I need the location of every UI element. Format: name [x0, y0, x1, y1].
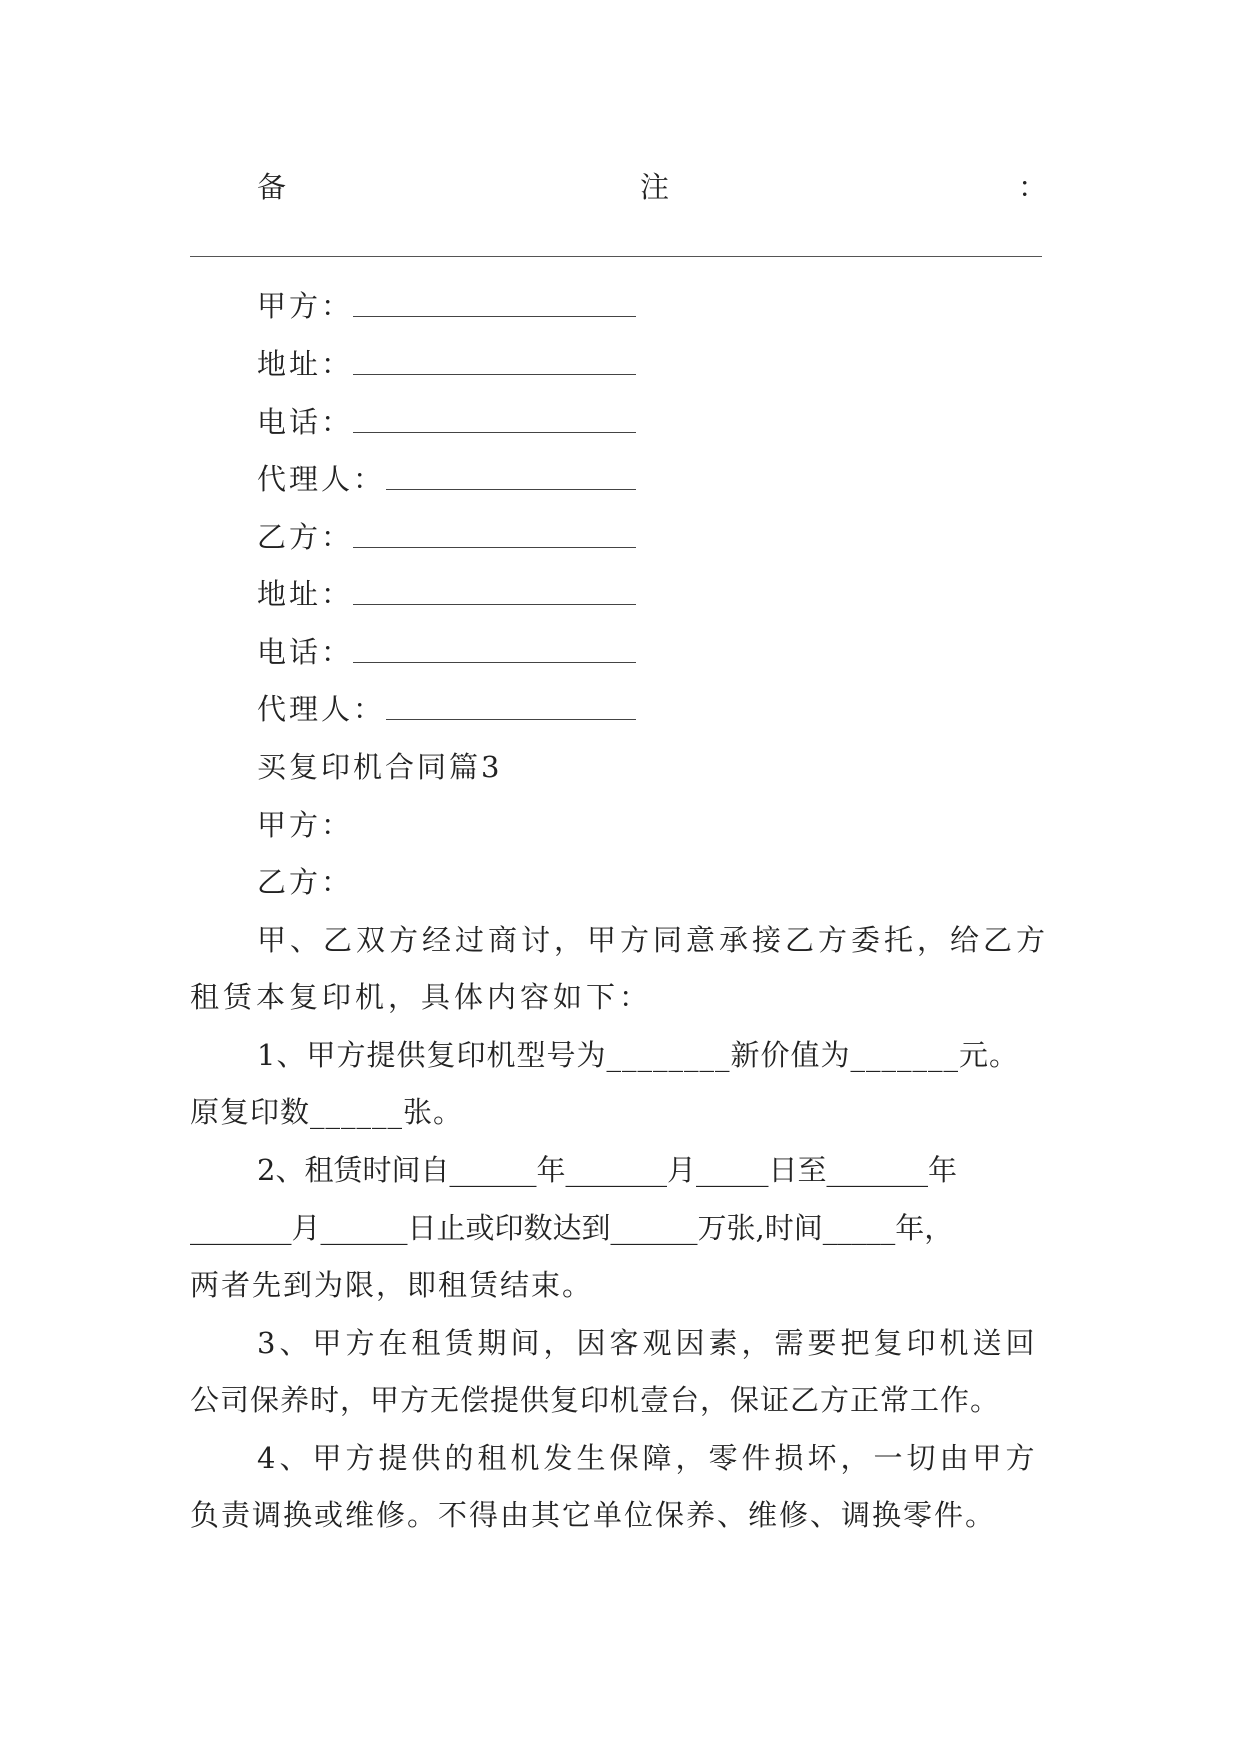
section-title: 买复印机合同篇3: [257, 750, 503, 784]
intro-line-2: 租赁本复印机，具体内容如下：: [190, 980, 653, 1014]
clause-2-line-2: _______月______日止或印数达到______万张,时间_____年，: [190, 1211, 954, 1245]
party-b-phone-label: 电话：: [257, 635, 354, 669]
clause-4-line-2: 负责调换或维修。不得由其它单位保养、维修、调换零件。: [190, 1498, 997, 1532]
contract3-party-a: 甲方：: [257, 808, 354, 842]
party-b-address-label: 地址：: [257, 577, 354, 611]
clause-2-line-1: 2、租赁时间自______年_______月_____日至_______年: [257, 1153, 957, 1187]
party-b-phone-blank: [353, 662, 636, 663]
party-a-agent-label: 代理人：: [257, 462, 386, 496]
party-b-agent-label: 代理人：: [257, 692, 386, 726]
party-a-label: 甲方：: [257, 289, 354, 323]
party-a-phone-blank: [353, 432, 636, 433]
intro-line-1: 甲、乙双方经过商讨，甲方同意承接乙方委托，给乙方: [257, 923, 1050, 957]
clause-1-line-2: 原复印数______张。: [190, 1095, 464, 1129]
clause-3-line-1: 3、甲方在租赁期间，因客观因素，需要把复印机送回: [257, 1326, 1039, 1360]
party-a-blank: [353, 316, 636, 317]
clause-3-line-2: 公司保养时，甲方无偿提供复印机壹台，保证乙方正常工作。: [190, 1383, 1001, 1417]
party-a-phone-label: 电话：: [257, 405, 354, 439]
party-a-address-blank: [353, 374, 636, 375]
remarks-fill-line: [190, 256, 1042, 257]
party-b-blank: [353, 547, 636, 548]
party-a-agent-blank: [386, 489, 636, 490]
clause-2-line-3: 两者先到为限，即租赁结束。: [190, 1268, 594, 1302]
party-b-agent-blank: [386, 719, 636, 720]
remarks-char-2: 注: [640, 170, 670, 204]
contract3-party-b: 乙方：: [257, 865, 354, 899]
remarks-colon: ：: [1018, 170, 1048, 204]
party-a-address-label: 地址：: [257, 347, 354, 381]
remarks-char-1: 备: [257, 170, 287, 204]
clause-4-line-1: 4、甲方提供的租机发生保障，零件损坏，一切由甲方: [257, 1441, 1039, 1475]
party-b-address-blank: [353, 604, 636, 605]
party-b-label: 乙方：: [257, 520, 354, 554]
clause-1-line-1: 1、甲方提供复印机型号为________新价值为_______元。: [257, 1038, 1019, 1072]
